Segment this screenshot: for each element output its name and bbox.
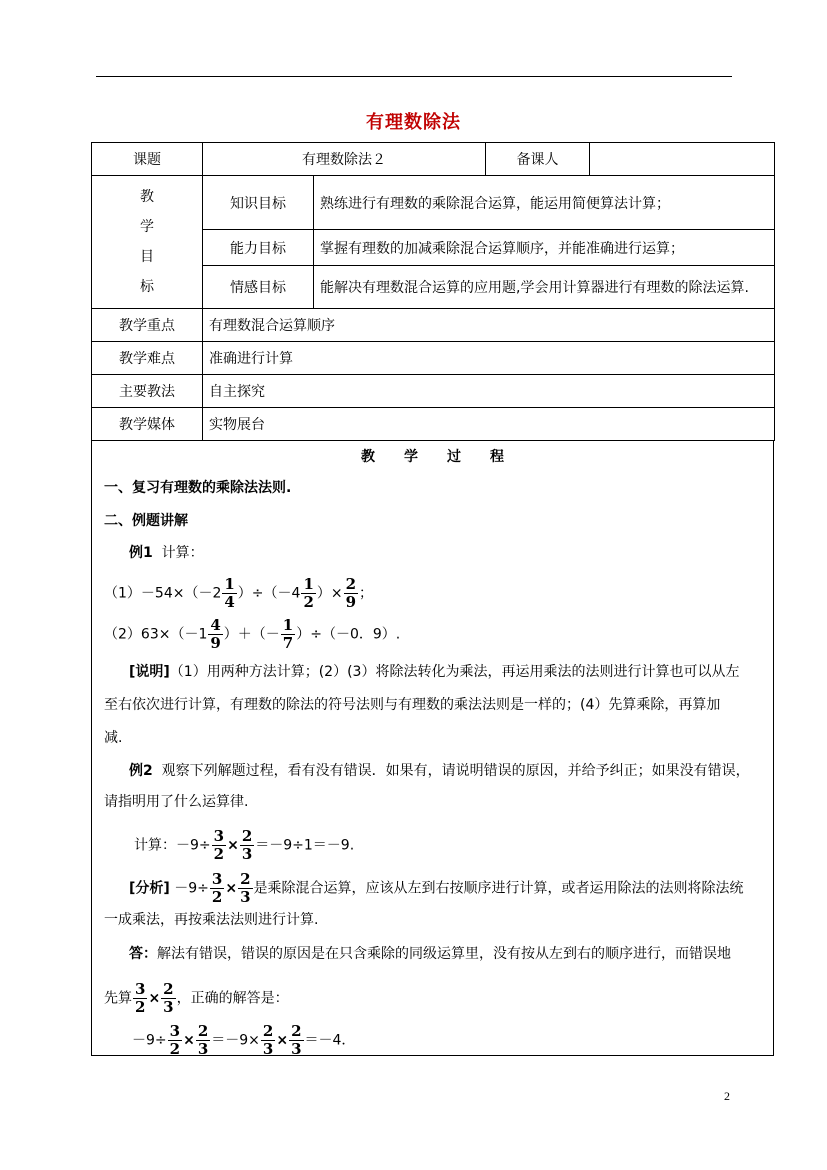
section-review: 一、复习有理数的乘除法法则. <box>104 480 292 496</box>
answer-line-3: －9÷ $\frac{3}{2}$ × $\frac{2}{3}$ ＝－9× $\frac{2}{3}$ × $\frac{2}{3}$ ＝－4． <box>132 1022 356 1058</box>
header-rule <box>96 76 732 77</box>
fraction: $\frac{3}{2}$ <box>135 980 146 1016</box>
note-line-2: 至右依次进行计算，有理数的除法的符号法则与有理数的乘法法则是一样的；(4）先算乘除，再算加 <box>104 697 721 713</box>
objective-label: 情感目标 <box>203 266 314 309</box>
problem-2 <box>104 617 763 652</box>
objectives-label-char: 标 <box>140 279 154 295</box>
info-row <box>92 375 775 408</box>
fraction: $\frac{4}{9}$ <box>210 616 221 652</box>
example2-line-1 <box>129 761 763 781</box>
example1-text: 计算： <box>161 545 204 561</box>
fraction: $\frac{2}{3}$ <box>163 980 174 1016</box>
preparer-value <box>590 143 775 176</box>
info-label: 主要教法 <box>92 375 203 408</box>
info-value: 有理数混合运算顺序 <box>203 309 775 342</box>
info-label: 教学媒体 <box>92 408 203 441</box>
topic-row <box>92 143 775 176</box>
info-label: 教学难点 <box>92 342 203 375</box>
example1-label: 例1 <box>129 545 153 561</box>
fraction: $\frac{1}{2}$ <box>303 575 314 611</box>
objective-text: 掌握有理数的加减乘除混合运算顺序，并能准确进行运算； <box>314 230 775 266</box>
problem-text: （2）63×（－1 <box>104 626 208 643</box>
section-examples: 二、例题讲解 <box>104 513 188 529</box>
fraction: $\frac{2}{9}$ <box>345 575 357 611</box>
info-row <box>92 342 775 375</box>
analysis-line-1: [分析] －9÷ $\frac{3}{2}$ × $\frac{2}{3}$ 是乘除混合运算，应该从左到右按顺序进行计算，或者运用除法的法则将除法统 <box>129 870 744 906</box>
fraction: $\frac{3}{2}$ <box>211 870 223 906</box>
problem-1 <box>104 576 763 611</box>
info-value: 准确进行计算 <box>203 342 775 375</box>
answer-line-1: 答：解法有错误，错误的原因是在只含乘除的同级运算里，没有按从左到右的顺序进行，而错误地 <box>129 946 731 962</box>
fraction: $\frac{2}{3}$ <box>291 1022 302 1058</box>
preparer-label: 备课人 <box>486 143 590 176</box>
topic-label: 课题 <box>92 143 203 176</box>
info-row <box>92 309 775 342</box>
fraction: $\frac{1}{7}$ <box>282 616 294 652</box>
problem-text: ； <box>359 585 374 602</box>
example2-line-2: 请指明用了什么运算律. <box>104 794 249 810</box>
info-row <box>92 408 775 441</box>
fraction: $\frac{2}{3}$ <box>197 1022 209 1058</box>
objective-row-knowledge <box>92 176 775 230</box>
objective-text: 能解决有理数混合运算的应用题,学会用计算器进行有理数的除法运算. <box>314 266 775 309</box>
info-value: 实物展台 <box>203 408 775 441</box>
topic-value: 有理数除法２ <box>203 143 486 176</box>
teaching-process-section <box>91 440 774 1056</box>
example1-line <box>129 543 763 563</box>
example2-label: 例2 <box>129 763 153 779</box>
page-number: 2 <box>724 1089 730 1103</box>
objectives-label <box>92 176 203 309</box>
calc-line: 计算：－9÷ $\frac{3}{2}$ × $\frac{2}{3}$ ＝－9÷1＝－9. <box>134 827 355 863</box>
info-value: 自主探究 <box>203 375 775 408</box>
fraction: $\frac{3}{2}$ <box>169 1022 181 1058</box>
objective-label: 知识目标 <box>203 176 314 230</box>
objective-text: 熟练进行有理数的乘除混合运算，能运用简便算法计算； <box>314 176 775 230</box>
note-label: [说明] <box>129 664 170 680</box>
answer-label: 答： <box>129 946 157 962</box>
problem-text: ）× <box>316 585 343 602</box>
note-line-1 <box>129 662 763 682</box>
problem-text: ）÷（－0．9）. <box>296 626 401 643</box>
objectives-label-char: 目 <box>140 249 154 265</box>
problem-text: （1）－54×（－2 <box>104 585 222 602</box>
fraction: $\frac{3}{2}$ <box>213 827 225 863</box>
fraction: $\frac{2}{3}$ <box>241 827 253 863</box>
info-label: 教学重点 <box>92 309 203 342</box>
objectives-label-char: 学 <box>140 219 154 235</box>
document-title: 有理数除法 <box>366 112 461 133</box>
fraction: $\frac{2}{3}$ <box>240 870 251 906</box>
objectives-label-char: 教 <box>140 189 154 205</box>
process-heading: 教学过程 <box>361 449 533 465</box>
problem-text: ）＋（－ <box>223 626 280 643</box>
example2-text: 观察下列解题过程，看有没有错误．如果有，请说明错误的原因，并给予纠正；如果没有错误， <box>161 763 750 779</box>
fraction: $\frac{1}{4}$ <box>224 575 235 611</box>
fraction: $\frac{2}{3}$ <box>262 1022 274 1058</box>
objective-label: 能力目标 <box>203 230 314 266</box>
note-text: （1）用两种方法计算；(2）(3）将除法转化为乘法，再运用乘法的法则进行计算也可以从左 <box>169 664 740 680</box>
analysis-label: [分析] <box>129 880 170 897</box>
problem-text: ）÷（－4 <box>237 585 301 602</box>
analysis-line-2: 一成乘法，再按乘法法则进行计算. <box>104 912 319 928</box>
note-line-3: 减. <box>104 730 123 746</box>
answer-line-2: 先算 $\frac{3}{2}$ × $\frac{2}{3}$ ，正确的解答是： <box>104 980 289 1016</box>
lesson-plan-table <box>91 142 775 441</box>
